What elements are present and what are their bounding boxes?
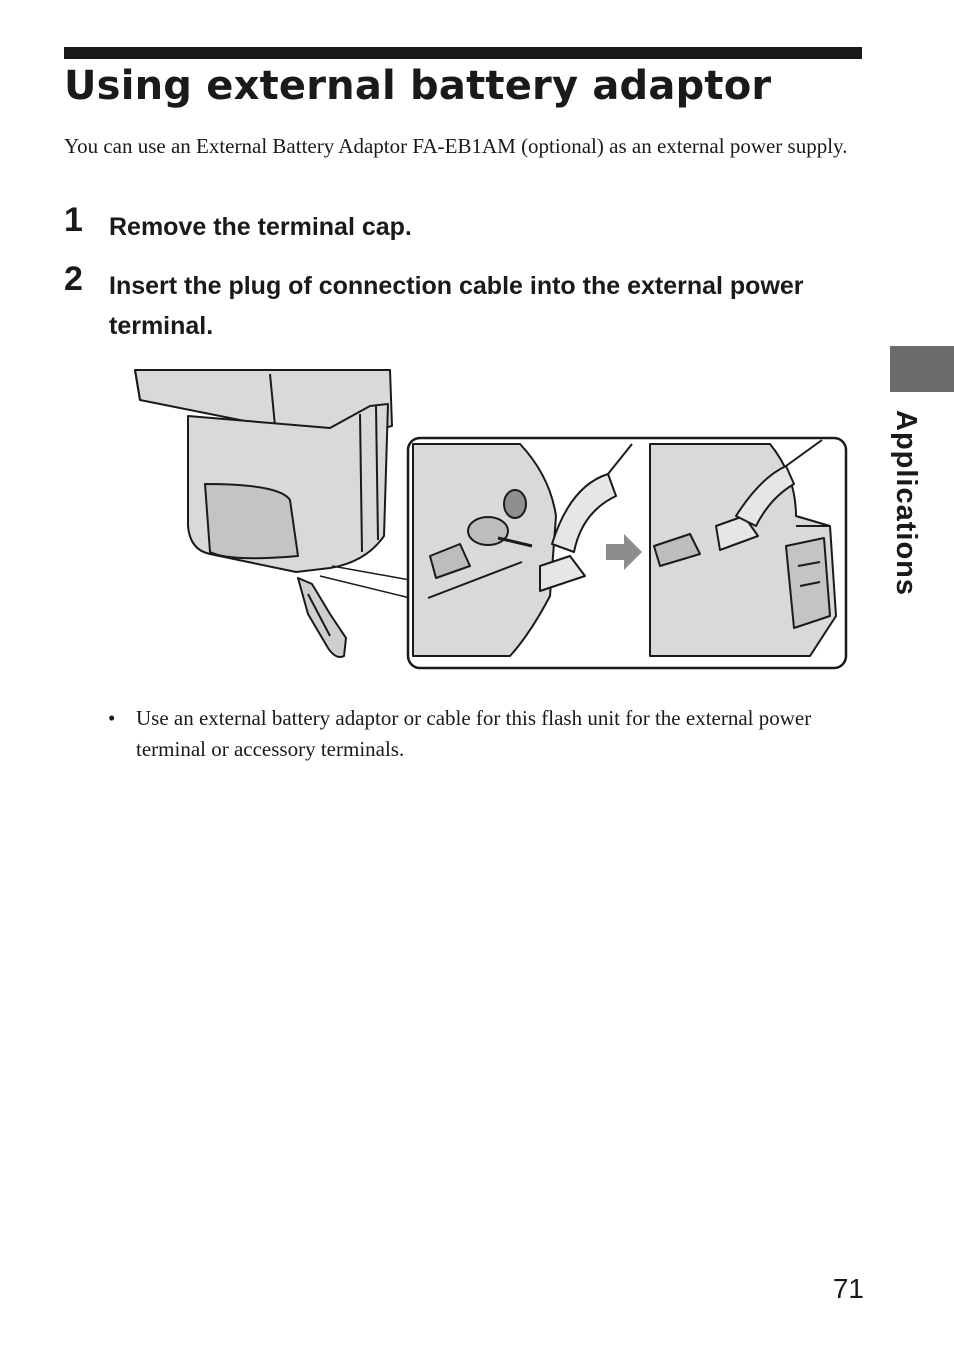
title-rule (64, 47, 862, 59)
step-text: Remove the terminal cap. (109, 213, 412, 241)
page-number: 71 (832, 1273, 864, 1304)
step-number: 1 (64, 201, 83, 239)
page-title: Using external battery adaptor (64, 63, 772, 109)
section-side-label: Applications (890, 410, 922, 597)
note-text: Use an external battery adaptor or cable for this flash unit for the external power terminal or accessory terminals. (136, 706, 812, 761)
flash-unit-illustration (135, 370, 410, 657)
section-tab-marker (890, 346, 954, 392)
battery-adaptor-figure (130, 366, 852, 674)
bullet-mark: • (108, 706, 116, 730)
step-number: 2 (64, 260, 83, 298)
intro-paragraph: You can use an External Battery Adaptor FA-EB1AM (optional) as an external power supply. (64, 134, 848, 158)
step-text: Insert the plug of connection cable into the external power terminal. (109, 272, 804, 340)
